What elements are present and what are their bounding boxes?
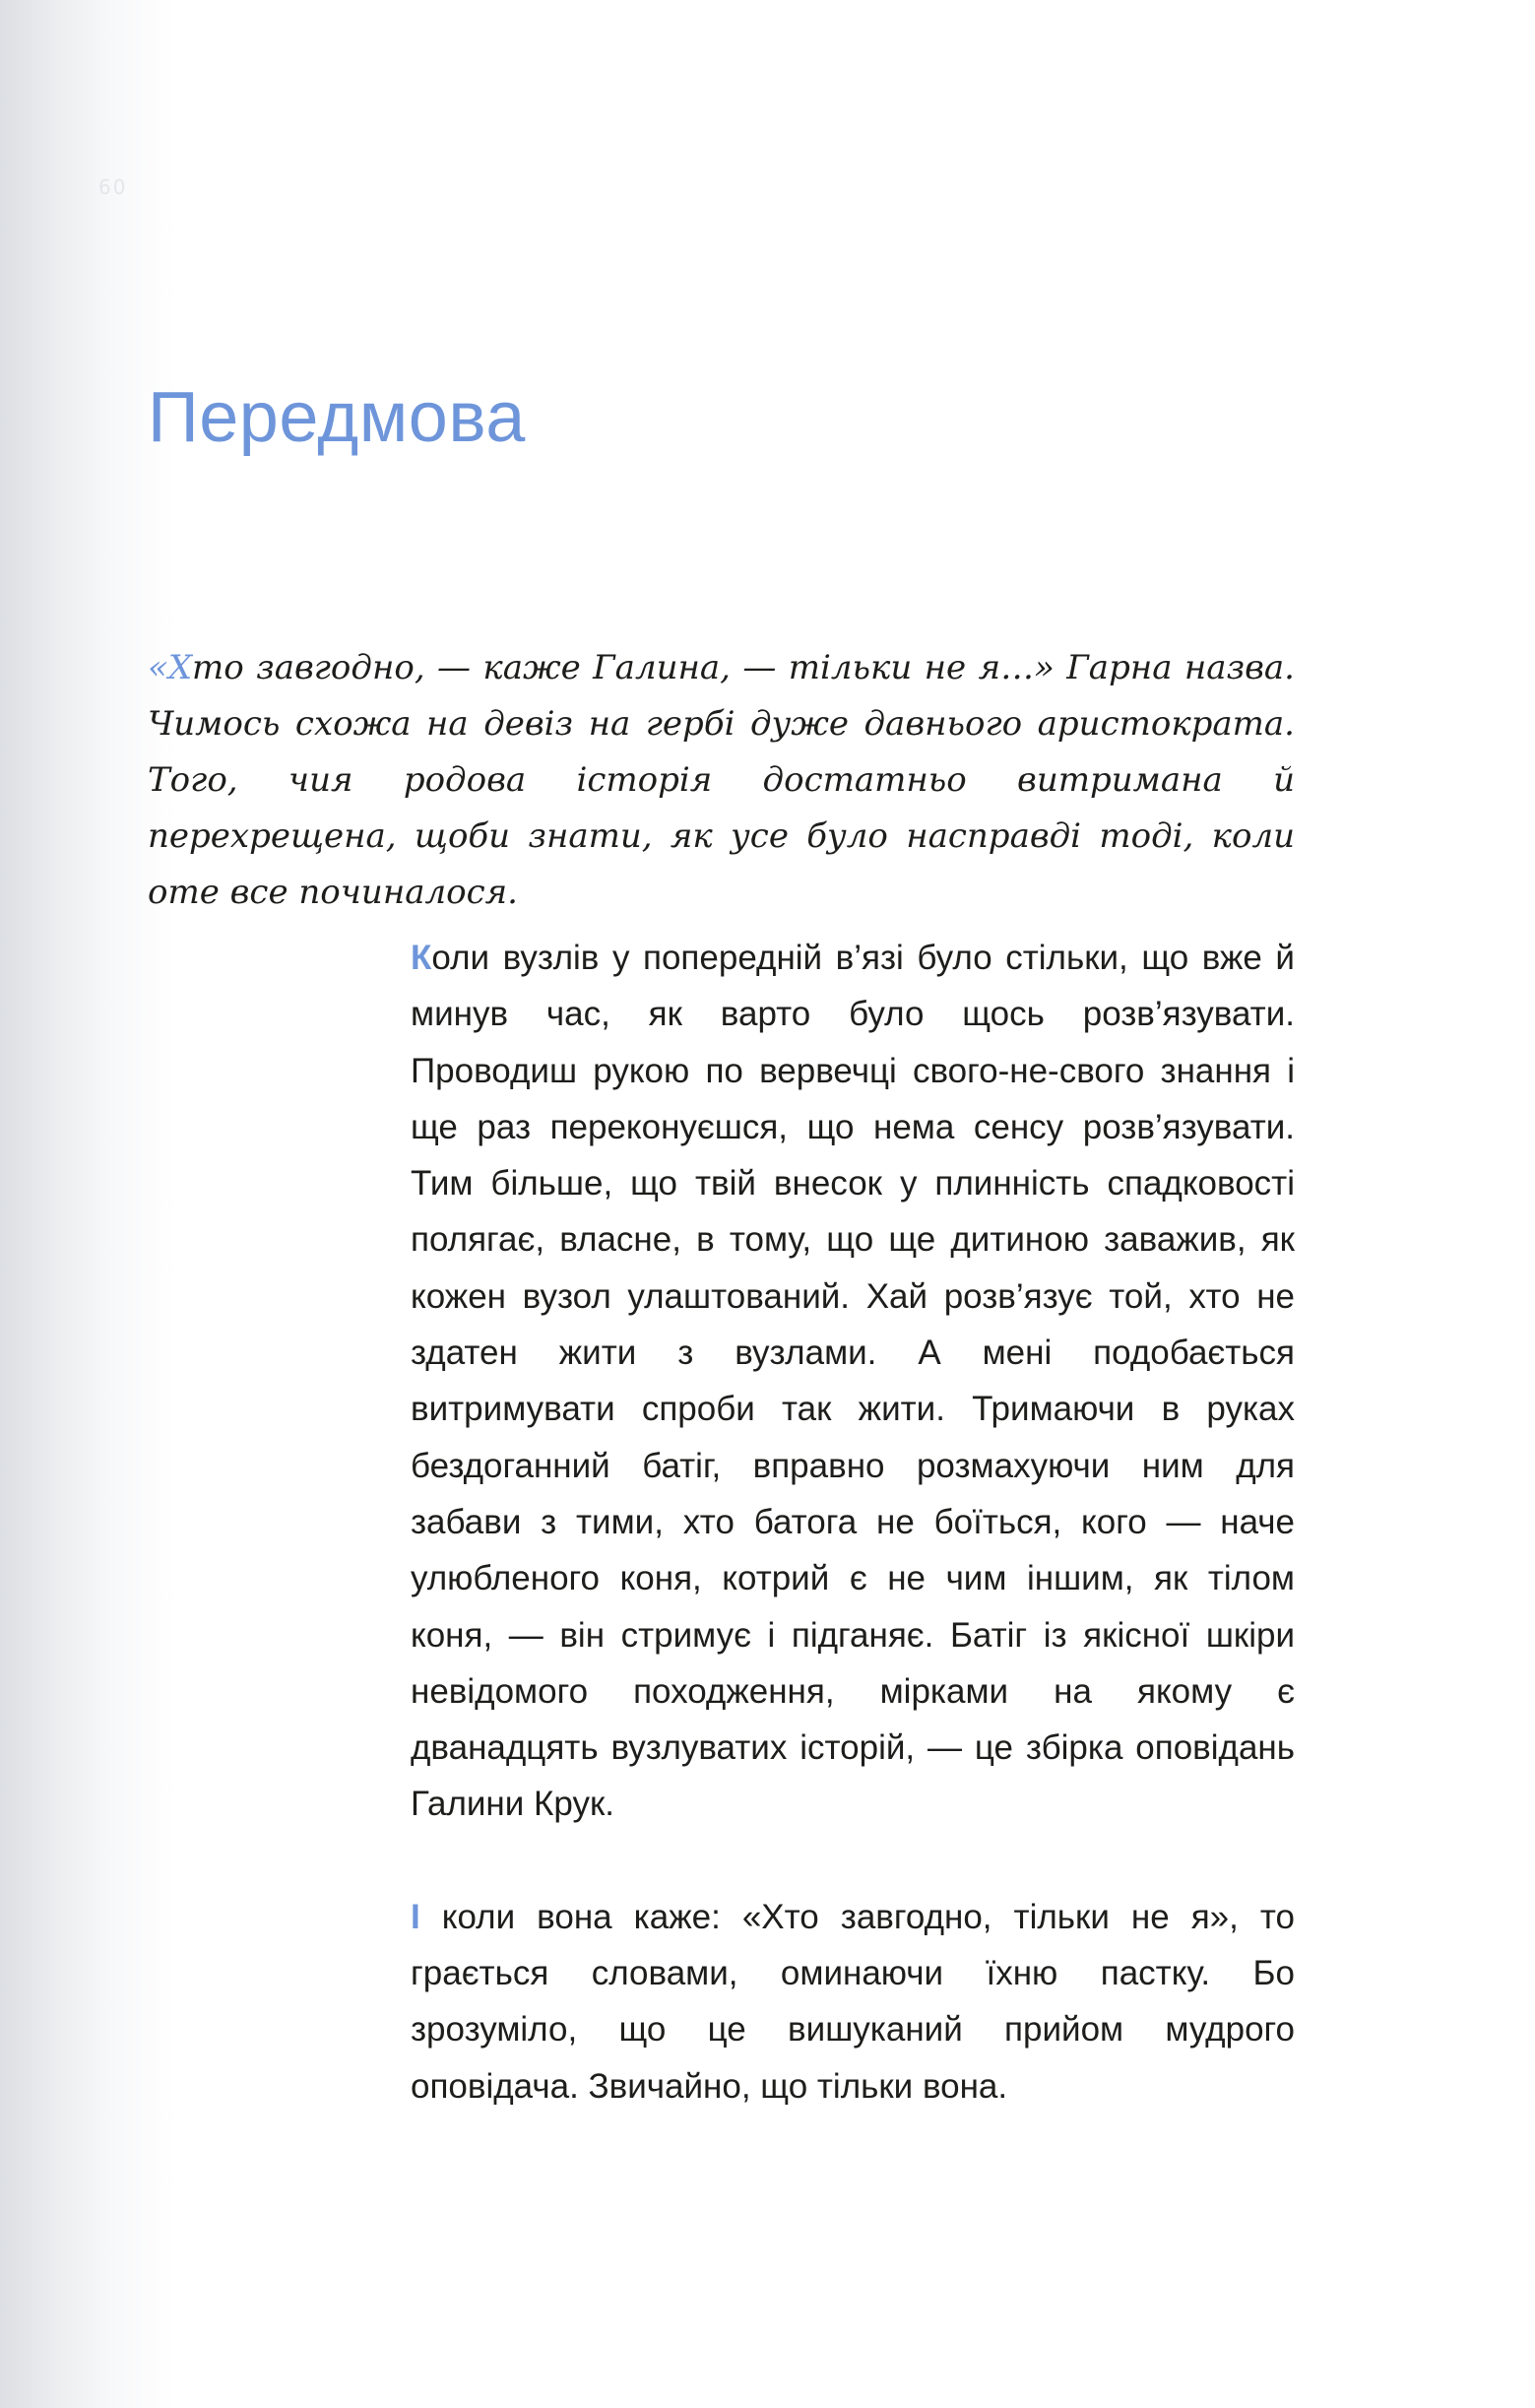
paragraph-2-text: коли вона каже: «Хто завгодно, тільки не я», то грається словами, оминаючи їхню пастку. Бо зрозуміло, що це вишуканий прийом мудрого оповідача. Звичайно, що тільки вона.: [411, 1897, 1295, 2106]
page-number-marker: 60: [98, 175, 128, 199]
paragraph-1-text: оли вузлів у попередній в’язі було стільки, що вже й минув час, як варто було щось розв’язувати. Проводиш рукою по вервечці свого-не-свого знання і ще раз переконуєшся, що нема сенсу розв’язувати. Тим більше, що твій внесок у плинність спадковості полягає, власне, в тому, що ще дитиною заважив, як кожен вузол улаштований. Хай розв’язує той, хто не здатен жити з вузлами. А мені подобається витримувати спроби так жити. Тримаючи в руках бездоганний батіг, вправно розмахуючи ним для забави з тими, хто батога не боїться, кого — наче улюбленого коня, котрий є не чим іншим, як тілом коня, — він стримує і підганяє. Батіг із якісної шкіри невідомого походження, мірками на якому є дванадцять вузлуватих історій, — це збірка оповідань Галини Крук.: [411, 939, 1295, 1824]
paragraph-2-initial: І: [411, 1897, 420, 1936]
page-title: Передмова: [148, 378, 526, 457]
epigraph-accent-letter: Х: [167, 648, 193, 687]
epigraph-open-quote: «: [148, 648, 168, 687]
epigraph-text: то завгодно, — каже Галина, — тільки не я…» Гарна назва. Чимось схожа на девіз на гербі дуже давнього аристократа. Того, чия родова історія достатньо витримана й перехрещена, щоби знати, як усе було насправді тоді, коли оте все починалося.: [148, 648, 1295, 912]
body-text: [411, 930, 1295, 2115]
paragraph-1: [411, 930, 1295, 1833]
paragraph-2: [411, 1889, 1295, 2115]
paragraph-1-initial: К: [411, 939, 432, 977]
epigraph: [148, 640, 1295, 921]
